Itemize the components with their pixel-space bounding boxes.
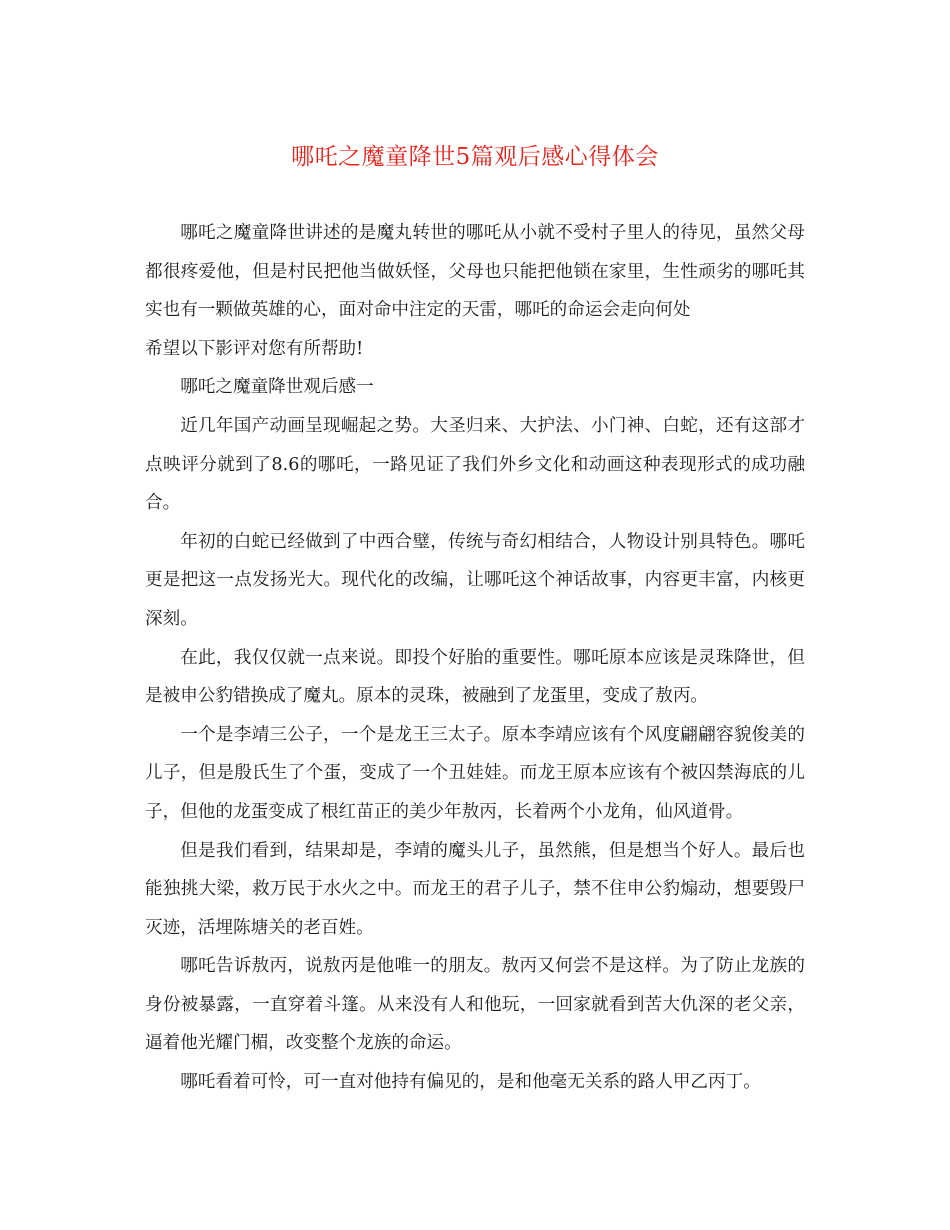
- paragraph-intro: 哪吒之魔童降世讲述的是魔丸转世的哪吒从小就不受村子里人的待见，虽然父母都很疼爱他，但是村民把他当做妖怪，父母也只能把他锁在家里，生性顽劣的哪吒其实也有一颗做英雄的心，面对命中注定的天雷，哪吒的命运会走向何处: [145, 223, 805, 321]
- paragraph-wish: 希望以下影评对您有所帮助!: [145, 338, 364, 359]
- section-heading-1: 哪吒之魔童降世观后感一: [180, 377, 374, 398]
- paragraph: 哪吒看着可怜，可一直对他持有偏见的，是和他毫无关系的路人甲乙丙丁。: [180, 1072, 761, 1093]
- document-title: 哪吒之魔童降世5篇观后感心得体会: [291, 144, 659, 170]
- paragraph: 哪吒告诉敖丙，说敖丙是他唯一的朋友。敖丙又何尝不是这样。为了防止龙族的身份被暴露，一直穿着斗篷。从来没有人和他玩，一回家就看到苦大仇深的老父亲，逼着他光耀门楣，改变整个龙族的命运。: [145, 956, 805, 1054]
- paragraph: 年初的白蛇已经做到了中西合璧，传统与奇幻相结合，人物设计别具特色。哪吒更是把这一点发扬光大。现代化的改编，让哪吒这个神话故事，内容更丰富，内核更深刻。: [145, 531, 805, 629]
- document-body: [145, 214, 805, 1102]
- paragraph: 但是我们看到，结果却是，李靖的魔头儿子，虽然熊，但是想当个好人。最后也能独挑大梁，救万民于水火之中。而龙王的君子儿子，禁不住申公豹煽动，想要毁尸灭迹，活埋陈塘关的老百姓。: [145, 840, 805, 938]
- paragraph: 近几年国产动画呈现崛起之势。大圣归来、大护法、小门神、白蛇，还有这部才点映评分就到了8.6的哪吒，一路见证了我们外乡文化和动画这种表现形式的成功融合。: [145, 415, 805, 514]
- paragraph: 一个是李靖三公子，一个是龙王三太子。原本李靖应该有个风度翩翩容貌俊美的儿子，但是殷氏生了个蛋，变成了一个丑娃娃。而龙王原本应该有个被囚禁海底的儿子，但他的龙蛋变成了根红苗正的美少年敖丙，长着两个小龙角，仙风道骨。: [145, 724, 805, 822]
- paragraph: 在此，我仅仅就一点来说。即投个好胎的重要性。哪吒原本应该是灵珠降世，但是被申公豹错换成了魔丸。原本的灵珠，被融到了龙蛋里，变成了敖丙。: [145, 647, 805, 707]
